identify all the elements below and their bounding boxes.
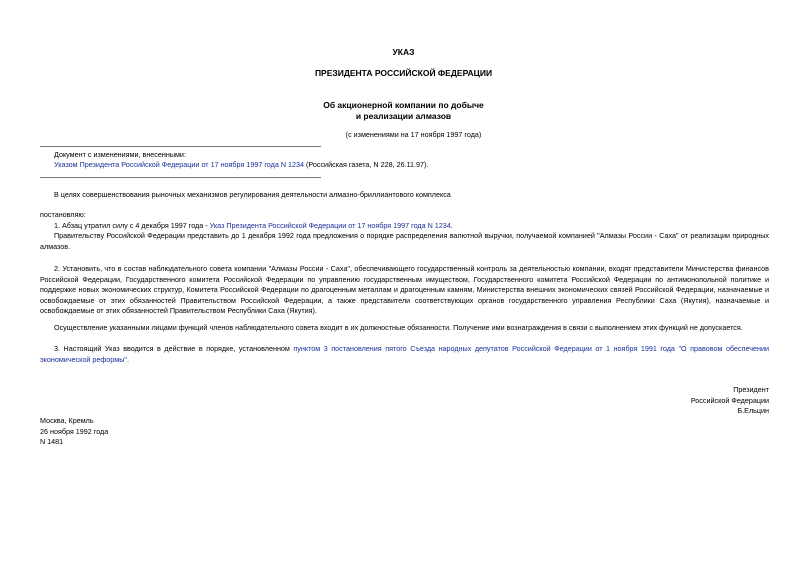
- paragraph-1-end: .: [450, 221, 453, 230]
- paragraph-2b: Осуществление указанными лицами функций членов наблюдательного совета входит в их должностные обязанности. Получение ими вознаграждения в связи с выполнением этих функций не допускается.: [54, 323, 743, 332]
- resolution-word: постановляю:: [40, 210, 86, 219]
- signature-title: Президент: [733, 385, 769, 394]
- place: Москва, Кремль: [40, 416, 94, 425]
- paragraph-1: [54, 221, 453, 232]
- paragraph-1b: Правительству Российской Федерации представить до 1 декабря 1992 года предложения о порядке распределения валютной выручки, получаемой компанией "Алмазы России - Саха" от реализации природных алмазов.: [40, 231, 769, 251]
- paragraph-3-link[interactable]: пунктом 3 постановления пятого Съезда народных депутатов Российской Федерации от 1 ноября 1991 года "О правовом обеспечении экономической реформы": [40, 344, 769, 364]
- paragraph-2: 2. Установить, что в состав наблюдательного совета компании "Алмазы России - Саха", обеспечивающего государственный контроль за деятельностью компании, входят представители Министерства финансов Российской Федерации, Государственного комитета Российской Федерации по управлению государственным имуществом, Государственного комитета Российской Федерации по антимонопольной политике и поддержке новых экономических структур, Комитета Российской Федерации по драгоценным металлам и драгоценным камням, Министерства внешних экономических связей Российской Федерации, назначаемые и освобождаемые от этих обязанностей Правительством Российской Федерации, а также представители соответствующих органов государственного управления Республики Саха (Якутия), назначаемые и освобождаемые от этих обязанностей Правительством Республики Саха (Якутия).: [40, 264, 769, 315]
- divider-top: [40, 146, 321, 147]
- revision-note: (с изменениями на 17 ноября 1997 года): [345, 130, 482, 139]
- changes-label: Документ с изменениями, внесенными:: [54, 150, 186, 159]
- preamble: В целях совершенствования рыночных механизмов регулирования деятельности алмазно-бриллиантового комплекса: [54, 190, 451, 199]
- doc-type-title: УКАЗ: [392, 47, 415, 57]
- paragraph-3-end: .: [126, 354, 129, 364]
- signature-country: Российской Федерации: [690, 395, 769, 405]
- paragraph-3: [40, 344, 769, 365]
- signature-block: [691, 385, 769, 417]
- paragraph-1-text: 1. Абзац утратил силу с 4 декабря 1997 года -: [54, 221, 210, 230]
- subject-line-2: и реализации алмазов: [355, 111, 452, 121]
- changes-line: [54, 160, 428, 171]
- document-number: N 1481: [40, 437, 64, 446]
- divider-bottom: [40, 177, 321, 178]
- place-date-block: [40, 416, 108, 448]
- signature-name: Б.Ельцин: [737, 406, 769, 415]
- paragraph-3-text: 3. Настоящий Указ вводится в действие в порядке, установленном: [54, 344, 294, 353]
- subject-line-1: Об акционерной компании по добыче: [323, 100, 484, 110]
- date: 26 ноября 1992 года: [40, 426, 109, 436]
- changes-source: (Российская газета, N 228, 26.11.97).: [304, 160, 429, 169]
- changes-link[interactable]: Указом Президента Российской Федерации от 17 ноября 1997 года N 1234: [54, 160, 304, 169]
- paragraph-1-link[interactable]: Указ Президента Российской Федерации от 17 ноября 1997 года N 1234: [209, 221, 451, 230]
- issuer-title: ПРЕЗИДЕНТА РОССИЙСКОЙ ФЕДЕРАЦИИ: [314, 68, 493, 78]
